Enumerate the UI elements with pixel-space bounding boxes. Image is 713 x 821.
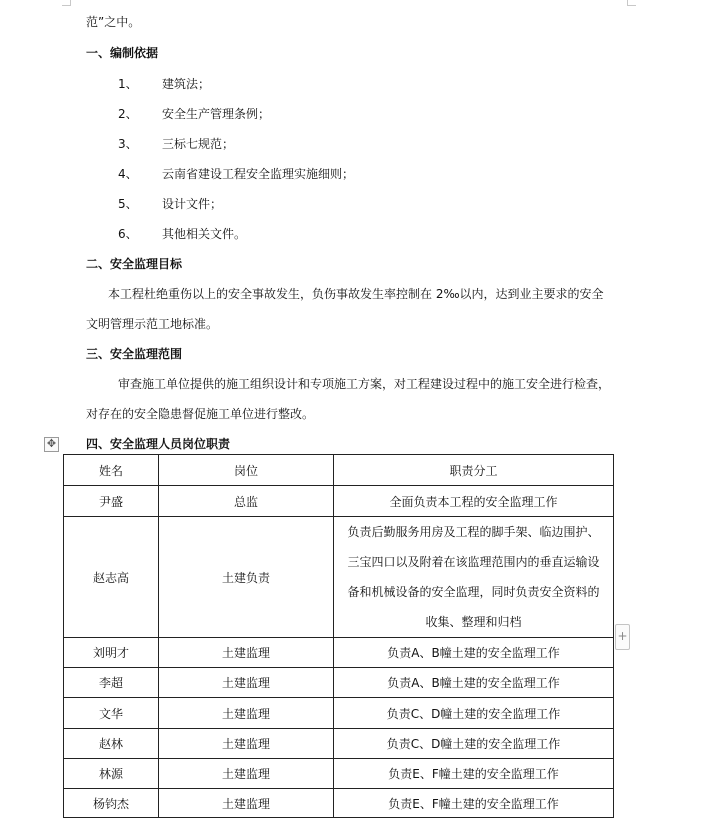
list-item-number: 4、 bbox=[118, 167, 138, 181]
margin-corner-mark bbox=[627, 0, 636, 6]
table-row bbox=[64, 638, 614, 668]
paragraph-text: 范”之中。 bbox=[86, 15, 141, 29]
duty-cell bbox=[334, 729, 614, 759]
table-header-row bbox=[64, 455, 614, 486]
name-cell: 赵林 bbox=[64, 729, 159, 759]
paragraph-text: 本工程杜绝重伤以上的安全事故发生，负伤事故发生率控制在 2‰以内，达到业主要求的安全 bbox=[108, 287, 604, 301]
name-cell: 赵志高 bbox=[64, 517, 159, 638]
header-cell: 岗位 bbox=[159, 455, 334, 486]
post-cell: 总监 bbox=[159, 486, 334, 517]
section-heading: 三、安全监理范围 bbox=[86, 347, 183, 361]
list-item-number: 6、 bbox=[118, 227, 138, 241]
duty-cell bbox=[334, 638, 614, 668]
list-item-text: 三标七规范； bbox=[162, 137, 235, 151]
duty-table-body bbox=[64, 486, 614, 818]
list-item-text: 安全生产管理条例； bbox=[162, 107, 271, 121]
name-cell: 林源 bbox=[64, 759, 159, 789]
duty-line: 负责后勤服务用房及工程的脚手架、临边围护、 bbox=[347, 525, 600, 539]
table-row bbox=[64, 668, 614, 698]
section-heading: 四、安全监理人员岗位职责 bbox=[86, 437, 231, 451]
list-item-text: 其他相关文件。 bbox=[162, 227, 247, 241]
paragraph-text: 对存在的安全隐患督促施工单位进行整改。 bbox=[86, 407, 315, 421]
duty-cell bbox=[334, 668, 614, 698]
name-cell: 尹盛 bbox=[64, 486, 159, 517]
header-cell: 姓名 bbox=[64, 455, 159, 486]
table-row bbox=[64, 486, 614, 517]
duty-line: 负责A、B幢土建的安全监理工作 bbox=[387, 646, 560, 660]
table-row bbox=[64, 729, 614, 759]
name-cell: 文华 bbox=[64, 698, 159, 729]
duty-table bbox=[63, 454, 614, 818]
post-cell: 土建监理 bbox=[159, 668, 334, 698]
list-item-number: 5、 bbox=[118, 197, 138, 211]
duty-cell bbox=[334, 698, 614, 729]
list-item-number: 2、 bbox=[118, 107, 138, 121]
duty-line: 备和机械设备的安全监理，同时负责安全资料的 bbox=[347, 585, 600, 599]
name-cell: 刘明才 bbox=[64, 638, 159, 668]
duty-line: 负责E、F幢土建的安全监理工作 bbox=[388, 796, 559, 811]
plus-icon[interactable]: + bbox=[615, 624, 630, 650]
name-cell: 李超 bbox=[64, 668, 159, 698]
table-row bbox=[64, 517, 614, 638]
duty-line: 负责C、D幢土建的安全监理工作 bbox=[386, 706, 561, 721]
table-row bbox=[64, 789, 614, 818]
table-row bbox=[64, 698, 614, 729]
post-cell: 土建负责 bbox=[159, 517, 334, 638]
duty-cell bbox=[334, 486, 614, 517]
list-item-text: 设计文件； bbox=[162, 197, 223, 211]
post-cell: 土建监理 bbox=[159, 638, 334, 668]
list-item-text: 建筑法； bbox=[162, 77, 211, 91]
section-heading: 二、安全监理目标 bbox=[86, 257, 183, 271]
post-cell: 土建监理 bbox=[159, 698, 334, 729]
post-cell: 土建监理 bbox=[159, 759, 334, 789]
post-cell: 土建监理 bbox=[159, 789, 334, 818]
move-icon[interactable]: ✥ bbox=[44, 437, 59, 452]
header-cell: 职责分工 bbox=[334, 455, 614, 486]
duty-line: 负责C、D幢土建的安全监理工作 bbox=[386, 737, 561, 751]
paragraph-text: 审查施工单位提供的施工组织设计和专项施工方案，对工程建设过程中的施工安全进行检查， bbox=[118, 377, 611, 391]
list-item-number: 1、 bbox=[118, 77, 138, 91]
duty-line: 全面负责本工程的安全监理工作 bbox=[389, 494, 558, 509]
name-cell: 杨钧杰 bbox=[64, 789, 159, 818]
duty-cell bbox=[334, 517, 614, 638]
table-row bbox=[64, 759, 614, 789]
duty-line: 收集、整理和归档 bbox=[425, 615, 522, 629]
list-item-text: 云南省建设工程安全监理实施细则； bbox=[162, 167, 355, 181]
post-cell: 土建监理 bbox=[159, 729, 334, 759]
section-heading: 一、编制依据 bbox=[86, 46, 159, 60]
duty-line: 三宝四口以及附着在该监理范围内的垂直运输设 bbox=[347, 555, 600, 569]
list-item-number: 3、 bbox=[118, 137, 138, 151]
duty-cell bbox=[334, 789, 614, 818]
margin-corner-mark bbox=[62, 0, 71, 6]
duty-line: 负责A、B幢土建的安全监理工作 bbox=[387, 676, 560, 690]
duty-line: 负责E、F幢土建的安全监理工作 bbox=[388, 767, 559, 781]
paragraph-text: 文明管理示范工地标准。 bbox=[86, 317, 219, 331]
duty-cell bbox=[334, 759, 614, 789]
